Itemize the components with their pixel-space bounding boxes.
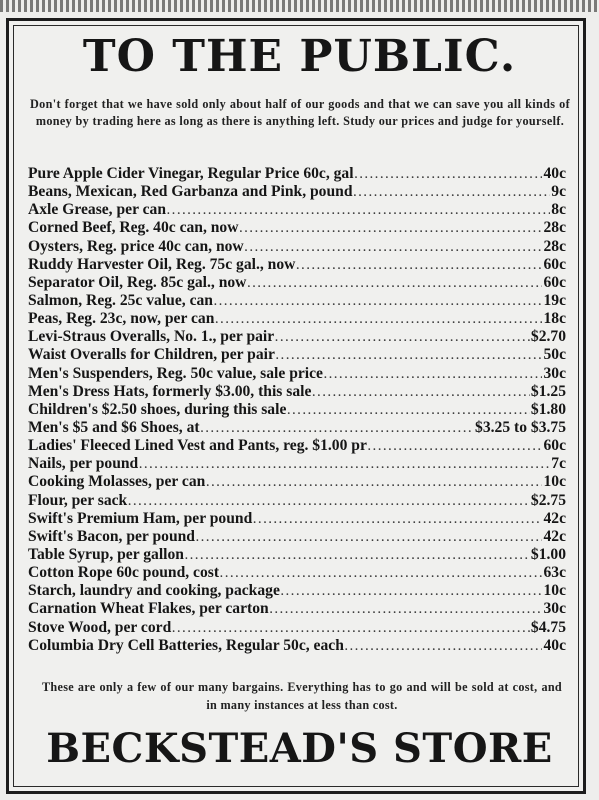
item-name: Children's $2.50 shoes, during this sale [28, 400, 287, 418]
item-name: Table Syrup, per gallon [28, 545, 184, 563]
item-name: Pure Apple Cider Vinegar, Regular Price 60c, gal [28, 165, 354, 182]
item-name: Cotton Rope 60c pound, cost [28, 564, 220, 582]
list-item [28, 365, 566, 383]
item-name: Waist Overalls for Children, per pair [28, 346, 275, 364]
item-name: Men's Dress Hats, formerly $3.00, this sale [28, 382, 312, 400]
dot-leader [355, 169, 543, 181]
dot-leader [240, 223, 543, 235]
dot-leader [253, 514, 542, 526]
item-price: 30c [543, 364, 566, 382]
list-item [28, 256, 566, 274]
dot-leader [215, 314, 542, 326]
item-name: Axle Grease, per can [28, 201, 167, 219]
dot-leader [139, 459, 550, 471]
dot-leader [206, 477, 542, 489]
dot-leader [270, 604, 543, 616]
list-item [28, 492, 566, 510]
intro-paragraph: Don't forget that we have sold only about half of our goods and that we can save you all kinds of money by trading here as long as there is anything left. Study our prices and judge for yourself. [30, 97, 570, 128]
dot-leader [281, 586, 543, 598]
dot-leader [220, 568, 542, 580]
list-item [28, 201, 566, 219]
item-name: Stove Wood, per cord [28, 618, 172, 636]
headline: TO THE PUBLIC. [82, 31, 517, 82]
item-price: 18c [543, 310, 566, 328]
item-price: 40c [543, 165, 566, 182]
item-price: $1.25 [530, 382, 566, 400]
item-price: 19c [543, 291, 566, 309]
list-item [28, 510, 566, 528]
list-item [28, 401, 566, 419]
item-price: 42c [543, 509, 566, 527]
item-name: Cooking Molasses, per can [28, 473, 206, 491]
list-item [28, 346, 566, 364]
list-item [28, 292, 566, 310]
list-item [28, 328, 566, 346]
dot-leader [172, 623, 530, 635]
list-item [28, 455, 566, 473]
item-price: 9c [551, 183, 566, 201]
item-price: 10c [543, 473, 566, 491]
torn-page-edge [0, 0, 599, 12]
list-item [28, 637, 566, 655]
item-price: 50c [543, 346, 566, 364]
list-item [28, 473, 566, 491]
price-list [28, 165, 566, 655]
item-price: 30c [543, 600, 566, 618]
item-name: Salmon, Reg. 25c value, can [28, 291, 213, 309]
item-price: $1.80 [530, 400, 566, 418]
item-name: Beans, Mexican, Red Garbanza and Pink, pound [28, 183, 353, 201]
item-name: Nails, per pound [28, 455, 139, 473]
list-item [28, 219, 566, 237]
item-price: 40c [543, 636, 566, 654]
item-name: Ladies' Fleeced Lined Vest and Pants, reg. $1.00 pr [28, 437, 367, 455]
list-item [28, 619, 566, 637]
item-price: 28c [543, 237, 566, 255]
item-price: 28c [543, 219, 566, 237]
list-item [28, 582, 566, 600]
list-item [28, 165, 566, 183]
item-price: 7c [551, 455, 566, 473]
item-price: $1.00 [530, 545, 566, 563]
dot-leader [354, 187, 551, 199]
dot-leader [185, 550, 530, 562]
item-price: 63c [543, 564, 566, 582]
item-name: Corned Beef, Reg. 40c can, now [28, 219, 239, 237]
dot-leader [196, 532, 543, 544]
item-price: 60c [543, 273, 566, 291]
dot-leader [214, 296, 543, 308]
item-name: Men's Suspenders, Reg. 50c value, sale price [28, 364, 323, 382]
item-name: Columbia Dry Cell Batteries, Regular 50c, each [28, 636, 344, 654]
store-name: BECKSTEAD'S STORE [46, 725, 553, 772]
dot-leader [247, 278, 542, 290]
list-item [28, 183, 566, 201]
list-item [28, 419, 566, 437]
dot-leader [275, 332, 530, 344]
item-name: Flour, per sack [28, 491, 128, 509]
item-price: $4.75 [530, 618, 566, 636]
item-name: Starch, laundry and cooking, package [28, 582, 280, 600]
item-name: Carnation Wheat Flakes, per carton [28, 600, 269, 618]
dot-leader [368, 441, 543, 453]
dot-leader [345, 641, 543, 653]
item-price: 10c [543, 582, 566, 600]
item-name: Swift's Bacon, per pound [28, 527, 195, 545]
dot-leader [296, 260, 542, 272]
list-item [28, 310, 566, 328]
list-item [28, 600, 566, 618]
list-item [28, 528, 566, 546]
dot-leader [324, 369, 543, 381]
item-name: Ruddy Harvester Oil, Reg. 75c gal., now [28, 255, 296, 273]
item-name: Oysters, Reg. price 40c can, now [28, 237, 244, 255]
item-price: $2.75 [530, 491, 566, 509]
item-price: 42c [543, 527, 566, 545]
list-item [28, 437, 566, 455]
list-item [28, 238, 566, 256]
item-name: Peas, Reg. 23c, now, per can [28, 310, 215, 328]
dot-leader [128, 496, 530, 508]
dot-leader [287, 405, 530, 417]
closing-paragraph: These are only a few of our many bargains. Everything has to go and will be sold at cost, and in many instances at less than cost. [42, 680, 562, 712]
list-item [28, 274, 566, 292]
item-price: $2.70 [530, 328, 566, 346]
dot-leader [245, 242, 543, 254]
item-name: Swift's Premium Ham, per pound [28, 509, 253, 527]
dot-leader [167, 205, 550, 217]
list-item [28, 564, 566, 582]
item-price: 8c [551, 201, 566, 219]
list-item [28, 383, 566, 401]
item-price: $3.25 to $3.75 [475, 418, 566, 436]
item-price: 60c [543, 255, 566, 273]
item-name: Men's $5 and $6 Shoes, at [28, 418, 200, 436]
list-item [28, 546, 566, 564]
item-name: Separator Oil, Reg. 85c gal., now [28, 273, 247, 291]
item-name: Levi-Straus Overalls, No. 1., per pair [28, 328, 275, 346]
item-price: 60c [543, 437, 566, 455]
dot-leader [201, 423, 474, 435]
dot-leader [276, 350, 543, 362]
dot-leader [312, 387, 530, 399]
